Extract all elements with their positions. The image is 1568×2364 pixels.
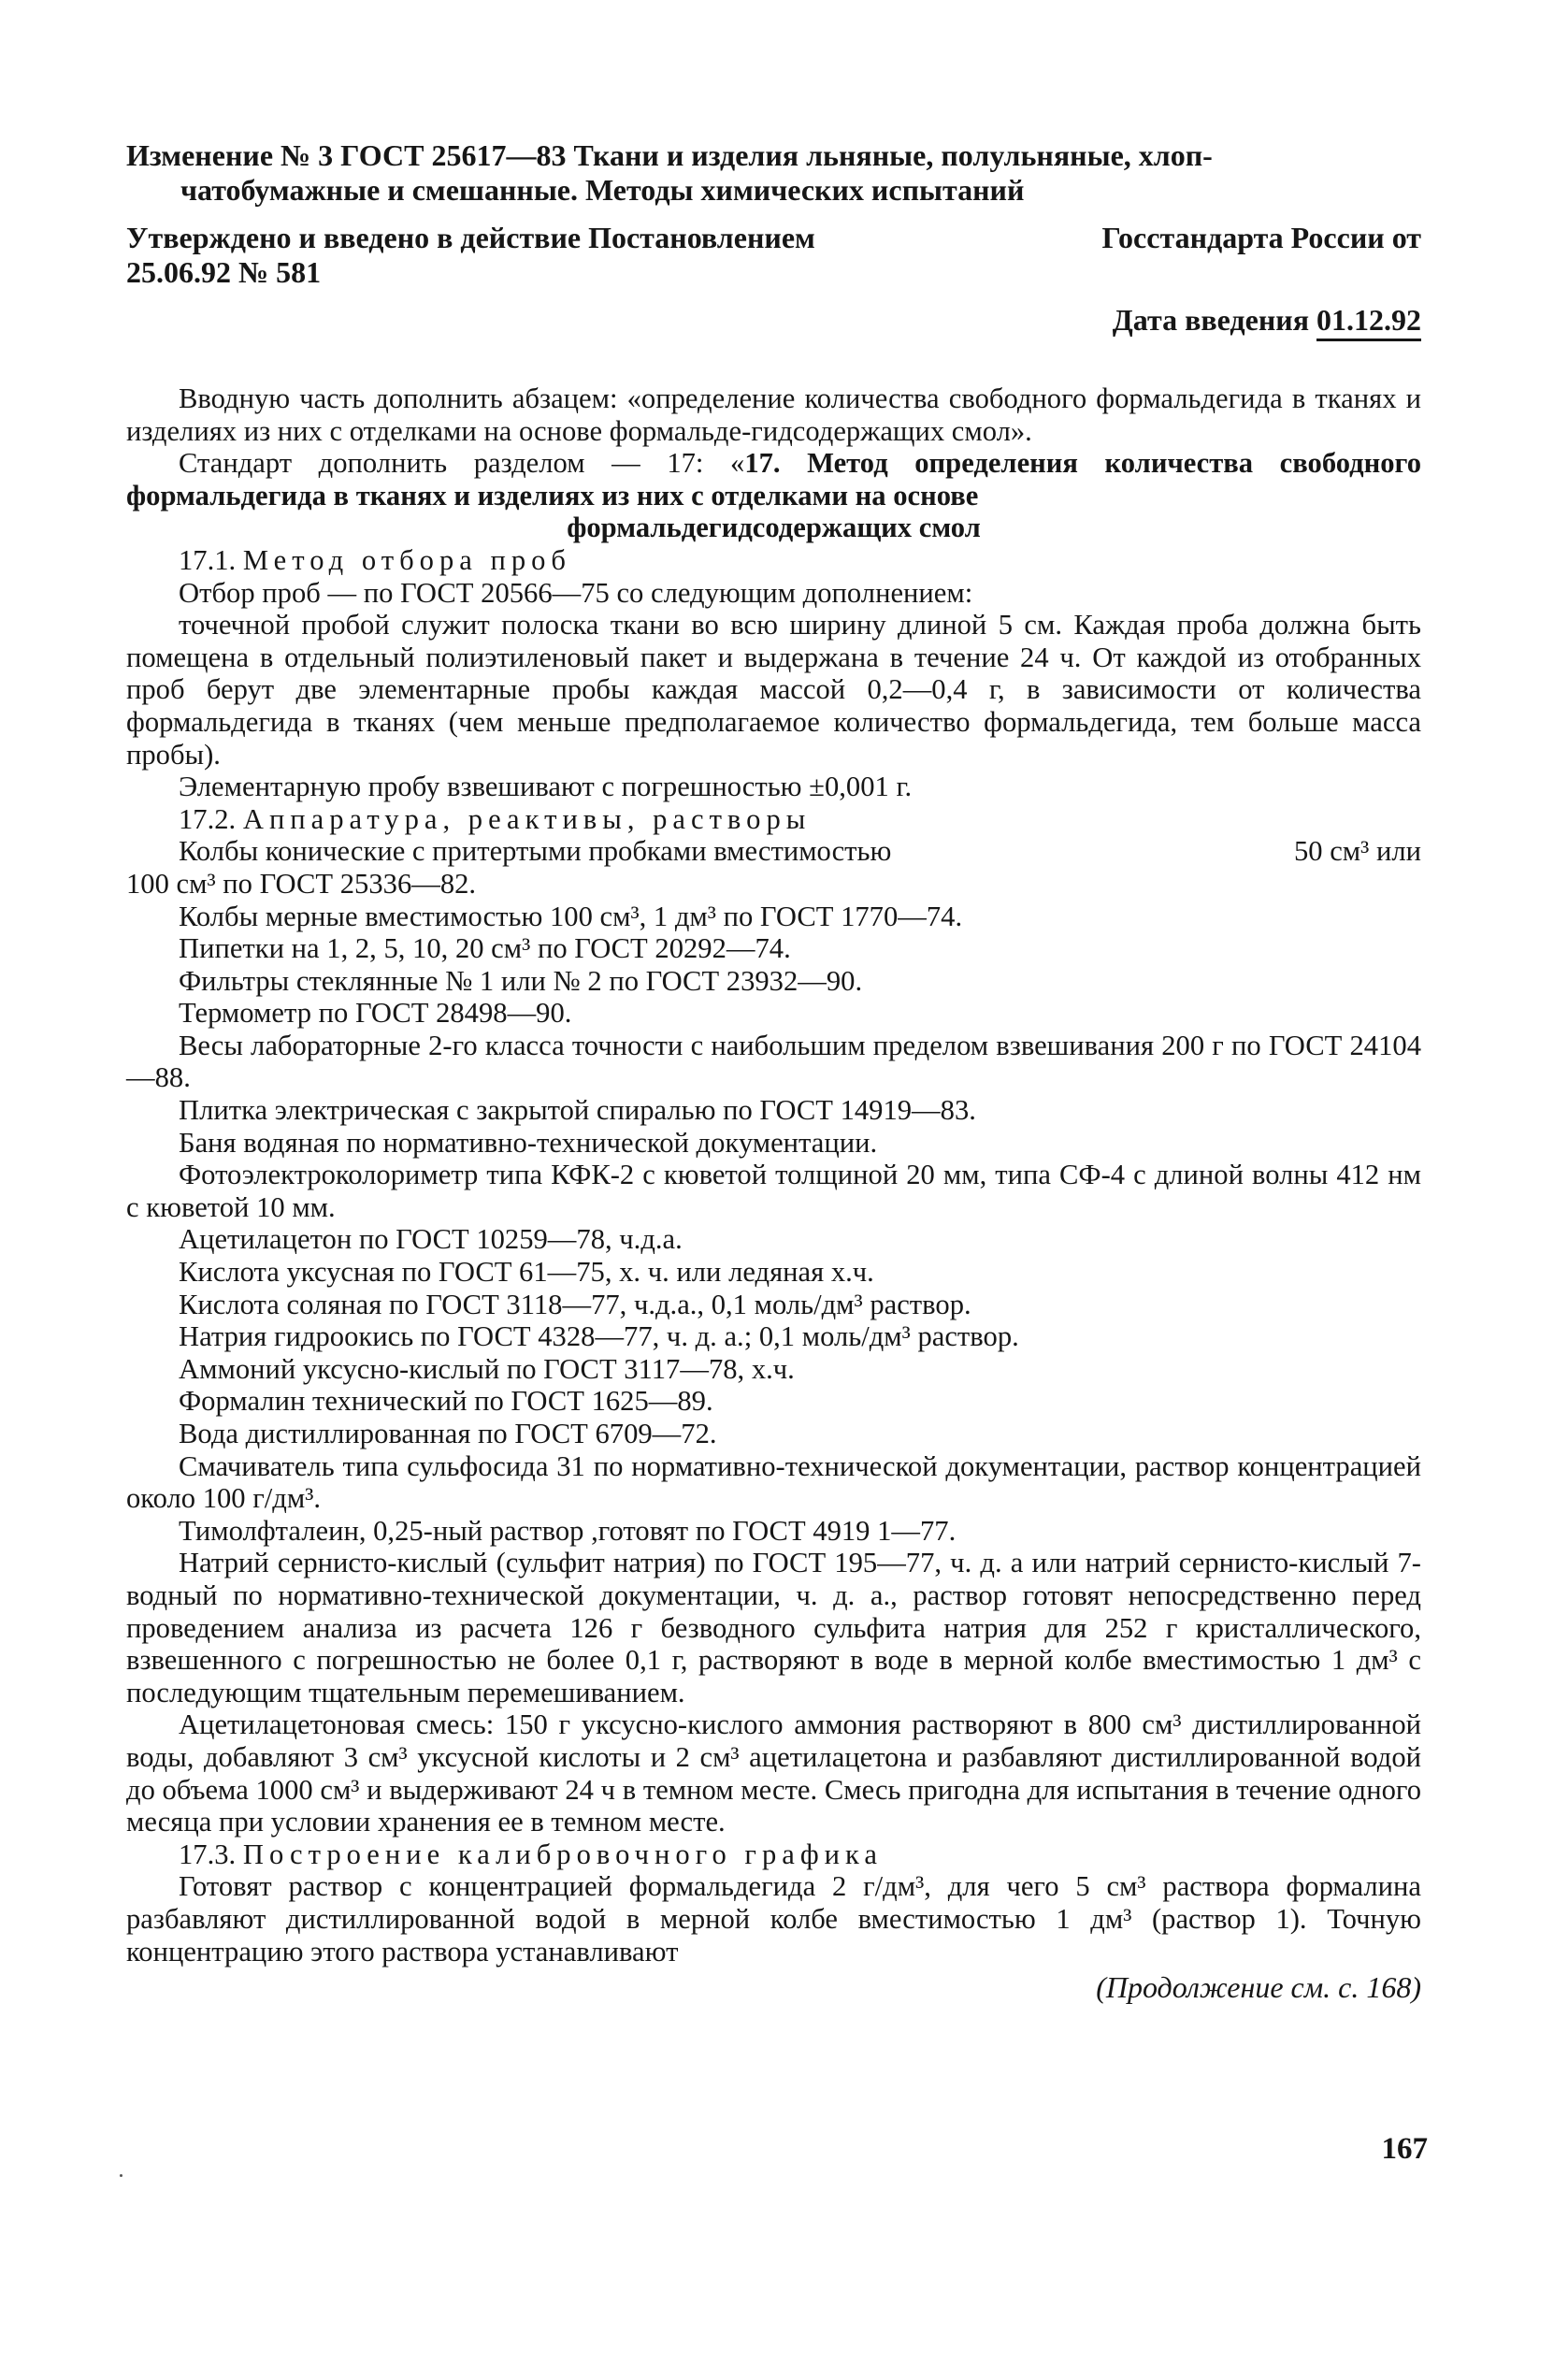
paragraph-filters: Фильтры стеклянные № 1 или № 2 по ГОСТ 23932—90.	[179, 964, 863, 997]
title-line-1: Изменение № 3 ГОСТ 25617—83 Ткани и изделия льняные, полульняные, хлоп-	[126, 138, 1213, 172]
paragraph-acetylacetone-mixture: Ацетилацетоновая смесь: 150 г уксусно-кислого аммония растворяют в 800 см³ дистиллированной воды, добавляют 3 см³ уксусной кислоты и 2 см³ ацетилацетона и разбавляют дистиллированной водой до объема 1000 см³ и выдерживают 24 ч в темном месте. Смесь пригодна для испытания в течение одного месяца при условии хранения ее в темном месте.	[126, 1708, 1421, 1838]
approved-right: Госстандарта России от	[1101, 221, 1421, 254]
paragraph-hydrochloric-acid: Кислота соляная по ГОСТ 3118—77, ч.д.а., 0,1 моль/дм³ раствор.	[179, 1288, 971, 1320]
approval-decree: 25.06.92 № 581	[126, 255, 322, 289]
heading-17-1	[126, 544, 1421, 577]
flasks-conical-volume: 50 см³ или	[1293, 835, 1421, 868]
paragraph-water-bath: Баня водяная по нормативно-технической документации.	[179, 1126, 878, 1159]
paragraph-colorimeter: Фотоэлектроколориметр типа КФК-2 с кюветой толщиной 20 мм, типа СФ-4 с длиной волны 412 нм с кюветой 10 мм.	[126, 1159, 1421, 1223]
heading-17-2	[126, 803, 1421, 836]
paragraph-intro: Вводную часть дополнить абзацем: «определение количества свободного формальдегида в тканях и изделиях из них с отделками на основе формальде-гидсодержащих смол».	[126, 382, 1421, 447]
introduction-date	[126, 303, 1421, 338]
paragraph-point-sample: точечной пробой служит полоска ткани во всю ширину длиной 5 см. Каждая проба должна быть помещена в отдельный полиэтиленовый пакет и выдержана в течение 24 ч. От каждой из отобранных проб берут две элементарные пробы каждая массой 0,2—0,4 г, в зависимости от количества формальдегида в тканях (чем меньше предполагаемое количество формальдегида, тем больше масса пробы).	[126, 609, 1421, 771]
paragraph-weighing: Элементарную пробу взвешивают с погрешностью ±0,001 г.	[179, 771, 913, 803]
paragraph-sampling: Отбор проб — по ГОСТ 20566—75 со следующим дополнением:	[179, 576, 973, 609]
paragraph-flasks-conical-cont: 100 см³ по ГОСТ 25336—82.	[126, 867, 477, 900]
paragraph-thymolphthalein: Тимолфталеин, 0,25-ный раствор ,готовят по ГОСТ 4919 1—77.	[179, 1514, 957, 1547]
paragraph-scales: Весы лабораторные 2-го класса точности с наибольшим пределом взвешивания 200 г по ГОСТ 24104—88.	[126, 1029, 1421, 1094]
continuation-note: (Продолжение см. с. 168)	[1096, 1970, 1421, 2005]
heading-17-2-title: Аппаратура, реактивы, растворы	[242, 802, 812, 835]
document-body	[126, 382, 1421, 2004]
scan-speck	[120, 2174, 122, 2177]
paragraph-pipettes: Пипетки на 1, 2, 5, 10, 20 см³ по ГОСТ 20292—74.	[179, 932, 791, 965]
date-value: 01.12.92	[1316, 303, 1421, 341]
heading-17-3-title: Построение калибровочного графика	[242, 1838, 884, 1870]
section-17-title: 17. Метод определения количества свободного формальдегида в тканях и изделиях из них с отделками на основе	[126, 447, 1421, 512]
flasks-conical-text: Колбы конические с притертыми пробками вместимостью	[179, 835, 892, 868]
heading-17-1-title: Метод отбора проб	[242, 543, 572, 576]
paragraph-calibration: Готовят раствор с концентрацией формальдегида 2 г/дм³, для чего 5 см³ раствора формалина разбавляют дистиллированной водой в мерной колбе вместимостью 1 дм³ (раствор 1). Точную концентрацию этого раствора устанавливают	[126, 1870, 1421, 1968]
approved-left: Утверждено и введено в действие Постановлением	[126, 221, 815, 254]
paragraph-flasks-volumetric: Колбы мерные вместимостью 100 см³, 1 дм³ по ГОСТ 1770—74.	[179, 900, 963, 932]
document-title	[126, 138, 1421, 208]
heading-17-3-number: 17.3.	[179, 1838, 237, 1870]
paragraph-sodium-sulfite: Натрий сернисто-кислый (сульфит натрия) по ГОСТ 195—77, ч. д. а или натрий сернисто-кислый 7-водный по нормативно-технической документации, ч. д. а., раствор готовят непосредственно перед проведением анализа из расчета 126 г безводного сульфита натрия для 252 г кристаллического, взвешенного с погрешностью не более 0,1 г, растворяют в воде в мерной колбе вместимостью 1 дм³ с последующим тщательным перемешиванием.	[126, 1547, 1421, 1708]
paragraph-add-section	[126, 447, 1421, 512]
paragraph-distilled-water: Вода дистиллированная по ГОСТ 6709—72.	[179, 1418, 717, 1449]
section-17-title-end: формальдегидсодержащих смол	[567, 512, 981, 544]
paragraph-acetylacetone: Ацетилацетон по ГОСТ 10259—78, ч.д.а.	[179, 1223, 683, 1256]
heading-17-2-number: 17.2.	[179, 802, 237, 835]
paragraph-wetting-agent: Смачиватель типа сульфосида 31 по нормативно-технической документации, раствор концентрацией около 100 г/дм³.	[126, 1449, 1421, 1515]
add-section-lead: Стандарт дополнить разделом — 17: «	[179, 447, 745, 480]
heading-17-1-number: 17.1.	[179, 543, 237, 576]
text-column	[126, 138, 1421, 2004]
paragraph-thermometer: Термометр по ГОСТ 28498—90.	[179, 997, 572, 1030]
approval-block	[126, 221, 1421, 290]
paragraph-hotplate: Плитка электрическая с закрытой спиралью по ГОСТ 14919—83.	[179, 1094, 976, 1127]
paragraph-acetic-acid: Кислота уксусная по ГОСТ 61—75, х. ч. или ледяная х.ч.	[179, 1256, 874, 1289]
paragraph-sodium-hydroxide: Натрия гидроокись по ГОСТ 4328—77, ч. д. а.; 0,1 моль/дм³ раствор.	[179, 1320, 1019, 1353]
heading-17-3	[126, 1838, 1421, 1871]
paragraph-ammonium-acetate: Аммоний уксусно-кислый по ГОСТ 3117—78, х.ч.	[179, 1352, 795, 1385]
title-line-2: чатобумажные и смешанные. Методы химических испытаний	[180, 173, 1025, 207]
paragraph-flasks-conical	[126, 835, 1421, 868]
paragraph-formalin: Формалин технический по ГОСТ 1625—89.	[179, 1385, 713, 1418]
page-number: 167	[1381, 2132, 1428, 2166]
date-label: Дата введения	[1112, 303, 1309, 337]
